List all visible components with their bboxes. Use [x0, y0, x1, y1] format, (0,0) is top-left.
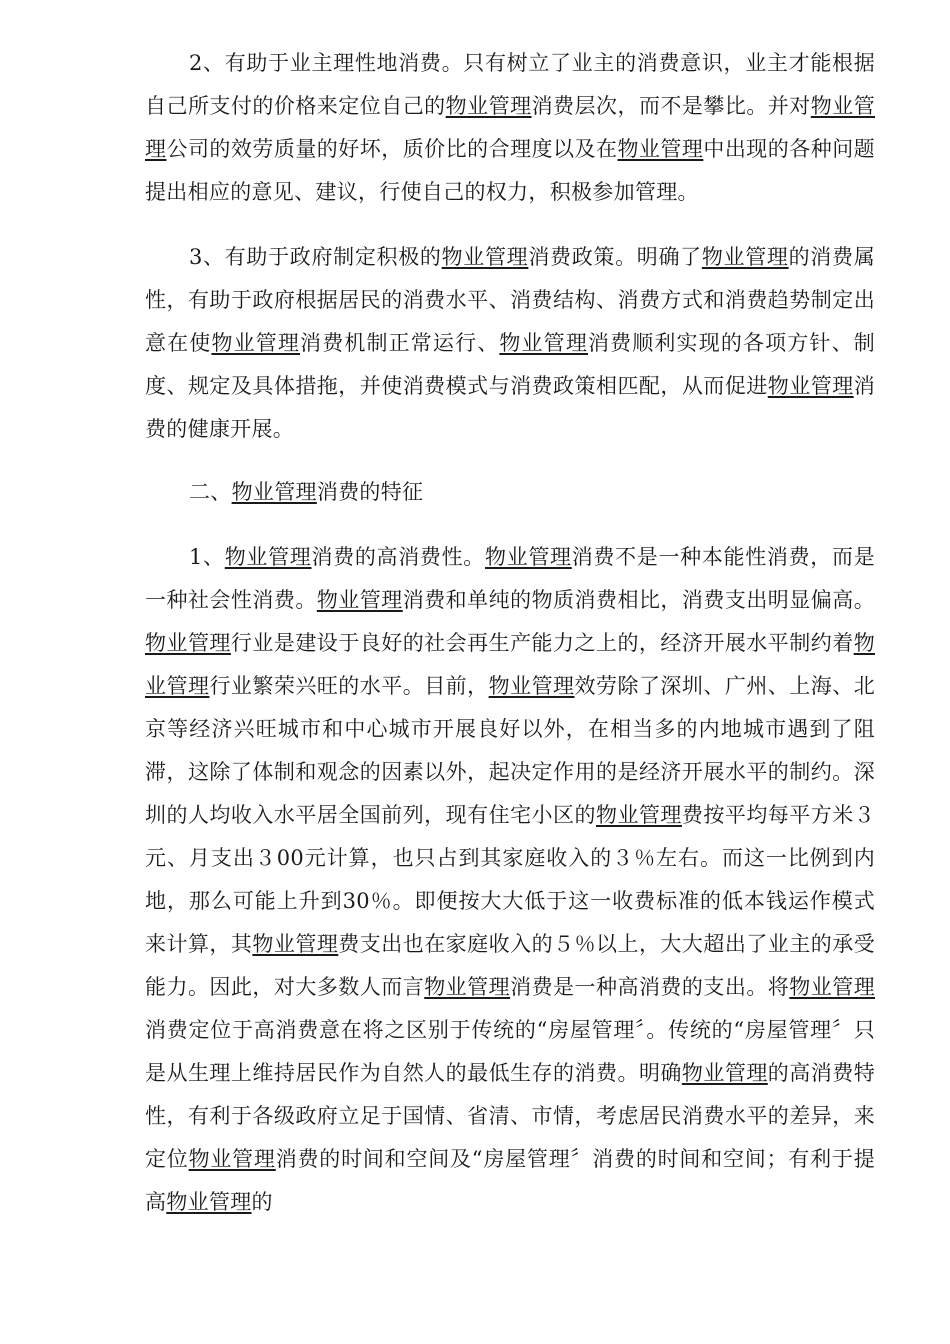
paragraph-text: 消费机制正常运行、 — [300, 331, 500, 355]
underlined-term: 物业管理 — [701, 245, 789, 269]
underlined-term: 物业管理 — [595, 803, 682, 827]
paragraph-text: 行业繁荣兴旺的水平。目前， — [209, 674, 489, 698]
paragraph-text: 3、有助于政府制定积极的 — [189, 245, 442, 269]
underlined-term: 物业管理 — [188, 1147, 276, 1171]
paragraph-text: 中出现的各种问题提出相应的意见、建议，行使自己的权力，积极参加管理。 — [145, 137, 875, 204]
underlined-term: 物业管理 — [445, 94, 532, 118]
underlined-term: 物业管理 — [424, 975, 511, 999]
paragraph-text: 消费的特征 — [316, 480, 424, 504]
underlined-term: 物业管理 — [166, 1190, 252, 1214]
paragraph-text: 费按平均每平方米３元、月支出３00元计算，也只占到其家庭收入的３％左右。而这一比例到内地，那么可能上升到30％。即便按大大低于这一收费标准的低本钱运作模式来计算，其 — [145, 803, 875, 956]
paragraph-text: 消费顺利实现的各项方针、制度、规定及具体措拖，并使消费模式与消费政策相匹配，从而促进 — [145, 331, 876, 398]
paragraph-text: 消费层次，而不是攀比。并对 — [531, 94, 811, 118]
paragraph-text: 行业是建设于良好的社会再生产能力之上的，经济开展水平制约着 — [230, 631, 854, 655]
paragraph-text: 消费的健康开展。 — [145, 374, 875, 441]
underlined-term: 物业管理 — [252, 932, 339, 956]
underlined-term: 物业管理 — [145, 631, 231, 655]
underlined-term: 物业管理 — [211, 331, 301, 355]
paragraph-text: 消费是一种高消费的支出。将 — [510, 975, 790, 999]
underlined-term: 物业管理 — [767, 374, 854, 398]
paragraph-point-3-government-policy — [0, 236, 875, 451]
paragraph-text: 消费的高消费性。 — [311, 545, 485, 569]
paragraph-point-1-high-consumption — [0, 536, 875, 1224]
paragraph-text: 2、有助于业主理性地消费。只有树立了业主的消费意识，业主才能根据自己所支付的价格来定位自己的 — [145, 51, 875, 118]
paragraph-text: 消费政策。明确了 — [528, 245, 702, 269]
paragraph-text: 消费不是一种本能性消费，而是一种社会性消费。 — [145, 545, 875, 612]
underlined-term: 物业管理 — [224, 545, 312, 569]
paragraph-text: 的高消费特性，有利于各级政府立足于国情、省清、市情，考虑居民消费水平的差异，来定位 — [145, 1061, 875, 1171]
underlined-term: 物业管理 — [499, 331, 588, 355]
underlined-term: 物业管理 — [485, 545, 572, 569]
paragraph-text: 公司的效劳质量的好坏，质价比的合理度以及在 — [166, 137, 618, 161]
paragraph-text: 的 — [251, 1190, 273, 1214]
underlined-term: 物业管理 — [488, 674, 575, 698]
paragraph-text: 1、 — [189, 545, 225, 569]
underlined-term: 物业管理 — [681, 1061, 768, 1085]
paragraph-point-2-rational-consumption — [0, 42, 875, 214]
paragraph-text: 效劳除了深圳、广州、上海、北京等经济兴旺城市和中心城市开展良好以外，在相当多的内地城市遇到了阻滞，这除了体制和观念的因素以外，起决定作用的是经济开展水平的制约。深圳的人均收入水平居全国前列，现有住宅小区的 — [145, 674, 876, 827]
section-heading-consumption-characteristics — [0, 471, 875, 514]
underlined-term: 物业管理 — [316, 588, 403, 612]
paragraph-text: 消费的时间和空间及“房屋管理〞消费的时间和空间；有利于提高 — [145, 1147, 875, 1214]
underlined-term: 物业管理 — [231, 480, 317, 504]
paragraph-text: 的消费属性，有助于政府根据居民的消费水平、消费结构、消费方式和消费趋势制定出意在使 — [145, 245, 875, 355]
underlined-term: 物业管理 — [145, 631, 875, 698]
paragraph-text: 二、 — [189, 480, 232, 504]
underlined-term: 物业管理 — [145, 94, 876, 161]
paragraph-text: 费支出也在家庭收入的５％以上，大大超出了业主的承受能力。因此，对大多数人而言 — [145, 932, 876, 999]
underlined-term: 物业管理 — [789, 975, 876, 999]
underlined-term: 物业管理 — [441, 245, 529, 269]
paragraph-text: 消费和单纯的物质消费相比，消费支出明显偏高。 — [402, 588, 875, 612]
paragraph-text: 消费定位于高消费意在将之区别于传统的“房屋管理〞。传统的“房屋管理〞只是从生理上维持居民作为自然人的最低生存的消费。明确 — [145, 1018, 875, 1085]
underlined-term: 物业管理 — [617, 137, 704, 161]
